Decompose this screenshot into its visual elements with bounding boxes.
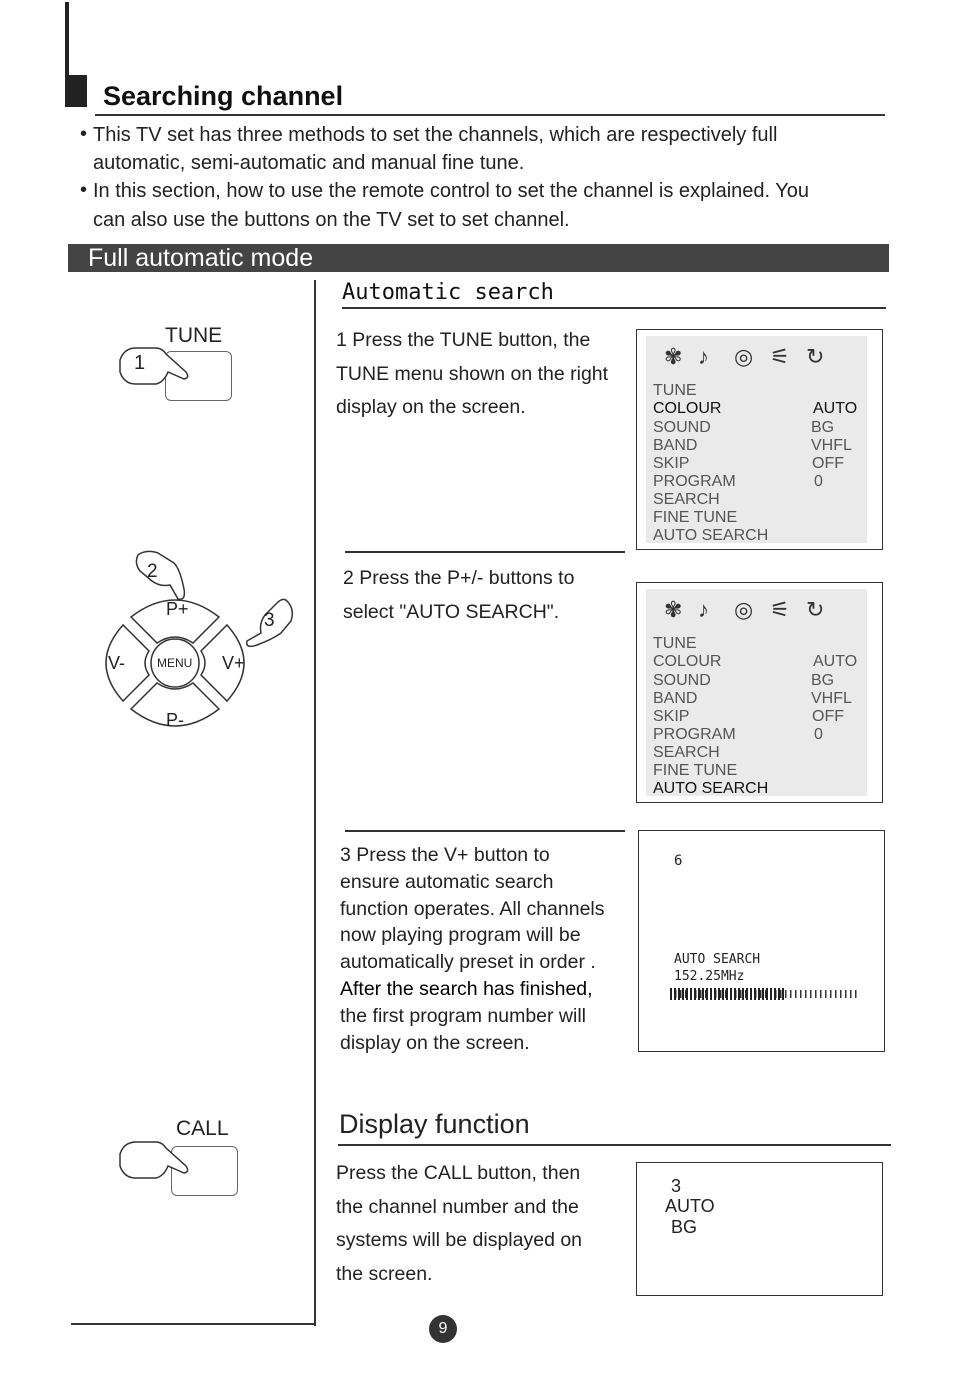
menu-button[interactable]: MENU <box>157 656 193 670</box>
display-line: the screen. <box>336 1262 433 1285</box>
globe-icon: ◎ <box>734 344 754 369</box>
step3-line: function operates. All channels <box>340 897 605 920</box>
menu-value-program: 0 <box>814 473 823 490</box>
menu-item-program: PROGRAM <box>653 473 736 490</box>
menu-value-skip: OFF <box>812 708 844 725</box>
menu-item-tune: TUNE <box>653 382 697 399</box>
menu-item-skip: SKIP <box>653 455 690 472</box>
display-sound-system: BG <box>671 1217 698 1237</box>
section-banner-text: Full automatic mode <box>88 244 314 272</box>
step1-line: display on the screen. <box>336 396 526 418</box>
display-function-text <box>336 1157 582 1291</box>
v-minus-button[interactable]: V- <box>108 653 126 673</box>
step3-line: the first program number will <box>340 1004 586 1027</box>
search-progress-fill <box>670 988 784 1000</box>
menu-value-band: VHFL <box>811 437 852 454</box>
osd-tune-menu-2 <box>636 582 883 803</box>
refresh-icon: ↻ <box>806 344 825 369</box>
step-divider-2 <box>345 830 625 832</box>
menu-item-colour: COLOUR <box>653 653 722 670</box>
picture-icon: ✾ <box>664 597 683 622</box>
menu-item-colour: COLOUR <box>653 400 722 417</box>
sound-icon: ♪ <box>698 344 709 369</box>
step-number-1: 1 <box>134 352 146 374</box>
menu-value-sound: BG <box>811 419 835 436</box>
intro-bullet-2-line-2: can also use the buttons on the TV set to set channel. <box>93 209 570 231</box>
step2-line: select "AUTO SEARCH". <box>343 600 560 623</box>
p-minus-button[interactable]: P- <box>166 710 184 730</box>
display-colour-system: AUTO <box>665 1196 715 1216</box>
step3-line: 3 Press the V+ button to <box>340 844 550 866</box>
osd-panel <box>646 589 867 796</box>
menu-value-sound: BG <box>811 672 835 689</box>
osd-tune-menu-1 <box>636 329 883 550</box>
bullet-dot-2: • <box>80 179 88 201</box>
step1-line: TUNE menu shown on the right <box>336 362 609 385</box>
menu-item-skip: SKIP <box>653 708 690 725</box>
menu-item-sound: SOUND <box>653 419 711 436</box>
search-channel-number: 6 <box>674 853 683 869</box>
antenna-icon: ⚟ <box>770 344 790 369</box>
hand-pointer-icon <box>116 1136 196 1181</box>
page-title: Searching channel <box>103 81 344 111</box>
menu-item-search: SEARCH <box>653 491 720 508</box>
step-number-3: 3 <box>264 610 275 631</box>
step1-line: 1 Press the TUNE button, the <box>336 329 591 351</box>
auto-search-screen <box>638 830 885 1052</box>
step2-text <box>343 562 574 629</box>
step-divider-1 <box>345 551 625 553</box>
display-heading-underline <box>338 1144 891 1146</box>
display-line: Press the CALL button, then <box>336 1162 581 1184</box>
intro-bullet-1-line-2: automatic, semi-automatic and manual fine tune. <box>93 152 525 174</box>
step3-line: display on the screen. <box>340 1031 530 1054</box>
menu-item-tune: TUNE <box>653 635 697 652</box>
header-block <box>65 75 87 107</box>
bullet-dot-1: • <box>80 123 88 145</box>
menu-item-search: SEARCH <box>653 744 720 761</box>
menu-item-band: BAND <box>653 690 698 707</box>
menu-value-colour: AUTO <box>813 653 858 670</box>
menu-item-fine-tune: FINE TUNE <box>653 762 738 779</box>
section-banner <box>68 244 889 272</box>
display-channel: 3 <box>671 1176 682 1196</box>
picture-icon: ✾ <box>664 344 683 369</box>
display-line: systems will be displayed on <box>336 1229 583 1251</box>
hand-pointer-icon <box>116 342 196 387</box>
intro-bullet-2-line-1: In this section, how to use the remote control to set the channel is explained. You <box>93 180 810 202</box>
menu-item-fine-tune: FINE TUNE <box>653 509 738 526</box>
step2-line: 2 Press the P+/- buttons to <box>343 567 575 589</box>
menu-value-skip: OFF <box>812 455 844 472</box>
menu-value-band: VHFL <box>811 690 852 707</box>
call-display-screen <box>636 1162 883 1296</box>
hand-pointer-icon <box>132 549 194 609</box>
step-number-2: 2 <box>147 561 158 582</box>
call-label: CALL <box>176 1117 229 1140</box>
subheading-automatic-search: Automatic search <box>342 280 554 305</box>
step3-line: now playing program will be <box>340 924 581 947</box>
osd-panel <box>646 336 867 543</box>
menu-item-auto-search: AUTO SEARCH <box>653 527 769 544</box>
menu-value-program: 0 <box>814 726 823 743</box>
p-plus-button[interactable]: P+ <box>166 599 189 619</box>
menu-item-program: PROGRAM <box>653 726 736 743</box>
intro-bullet-1-line-1: This TV set has three methods to set the channels, which are respectively full <box>93 124 778 146</box>
step1-text <box>336 324 608 425</box>
step3-text <box>340 842 605 1056</box>
display-line: the channel number and the <box>336 1195 579 1218</box>
step3-line: After the search has finished, <box>340 977 593 1000</box>
sound-icon: ♪ <box>698 597 709 622</box>
left-column-divider <box>314 280 316 1326</box>
step3-line: ensure automatic search <box>340 870 554 893</box>
menu-item-sound: SOUND <box>653 672 711 689</box>
bottom-rule <box>71 1323 316 1325</box>
title-underline <box>95 114 885 116</box>
v-plus-button[interactable]: V+ <box>222 653 245 673</box>
tune-label: TUNE <box>165 324 223 347</box>
page-number-badge <box>429 1315 457 1343</box>
menu-item-auto-search: AUTO SEARCH <box>653 780 769 797</box>
refresh-icon: ↻ <box>806 597 825 622</box>
search-label: AUTO SEARCH <box>674 952 761 967</box>
antenna-icon: ⚟ <box>770 597 790 622</box>
subheading-underline <box>342 307 886 309</box>
globe-icon: ◎ <box>734 597 754 622</box>
menu-value-colour: AUTO <box>813 400 858 417</box>
page-number: 9 <box>438 1320 448 1337</box>
search-frequency: 152.25MHz <box>674 969 745 984</box>
menu-item-band: BAND <box>653 437 698 454</box>
step3-line: automatically preset in order . <box>340 951 596 974</box>
display-function-heading: Display function <box>339 1109 530 1139</box>
